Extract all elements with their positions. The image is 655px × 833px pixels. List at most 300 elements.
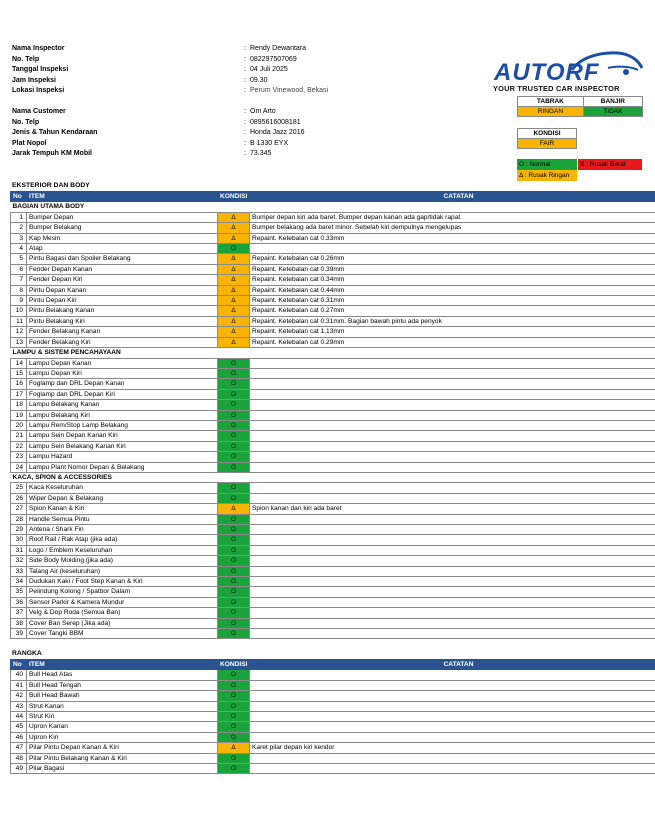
info-label: Tanggal Inspeksi [12,66,69,73]
row-kondisi: O [218,764,250,774]
row-item: Cover Tangki BBM [27,629,218,639]
row-catatan [250,441,655,451]
row-item: Wiper Depan & Belakang [27,493,218,503]
row-kondisi: O [218,493,250,503]
header-item: ITEM [27,192,218,202]
row-item: Lampu Sein Belakang Kanan Kiri [27,441,218,451]
row-item: Bumper Belakang [27,223,218,233]
info-colon: : [244,150,246,157]
banjir-value: TIDAK [583,107,642,117]
table-row [11,701,655,711]
row-catatan: Repaint. Ketebalan cat 0.27mm [250,306,655,316]
row-catatan [250,389,655,399]
row-kondisi: O [218,368,250,378]
row-kondisi: O [218,452,250,462]
row-number: 29 [11,525,27,535]
table-row [11,327,655,337]
row-kondisi: O [218,577,250,587]
row-item: Pilar Pintu Belakang Kanan & Kiri [27,753,218,763]
row-number: 49 [11,764,27,774]
row-catatan: Repaint. Ketebalan cat 0.39mm [250,264,655,274]
row-item: Pintu Depan Kiri [27,296,218,306]
customer-info [12,107,342,160]
table-row [11,223,655,233]
info-label: Jam Inspeksi [12,76,56,84]
row-catatan [250,701,655,711]
table-row [11,732,655,742]
row-catatan [250,618,655,628]
row-item: Fender Belakang Kanan [27,327,218,337]
table-row [11,514,655,524]
table-row [11,556,655,566]
row-catatan: Bumper depan kiri ada baret. Bumper depan kanan ada gap/tidak rapat [250,212,655,222]
info-label: Nama Customer [12,108,66,115]
row-kondisi: O [218,379,250,389]
row-kondisi: O [218,410,250,420]
row-kondisi: Δ [218,275,250,285]
table-row [11,368,655,378]
row-item: Lampu Depan Kanan [27,358,218,368]
row-item: Bumper Depan [27,212,218,222]
row-catatan [250,431,655,441]
row-item: Antena / Shark Fin [27,525,218,535]
row-number: 35 [11,587,27,597]
table-header [11,660,655,670]
table-row [11,337,655,347]
row-number: 40 [11,670,27,680]
info-colon: : [244,76,246,84]
row-kondisi: Δ [218,212,250,222]
row-item: Lampu Sein Depan Kanan Kiri [27,431,218,441]
row-number: 2 [11,223,27,233]
table-row [11,316,655,326]
header-no: No [11,192,27,202]
row-number: 28 [11,514,27,524]
info-row [12,55,342,66]
info-colon: : [244,118,246,126]
row-kondisi: Δ [218,743,250,753]
info-value: Rendy Dewantara [250,45,307,52]
row-kondisi: O [218,732,250,742]
row-kondisi: O [218,389,250,399]
legend-normal: O : Normal [517,159,577,170]
row-item: Strut Kanan [27,701,218,711]
row-catatan [250,535,655,545]
table-row [11,712,655,722]
row-number: 48 [11,753,27,763]
row-item: Pelindung Kolong / Spatbor Dalam [27,587,218,597]
row-kondisi: O [218,722,250,732]
row-catatan [250,712,655,722]
row-kondisi: O [218,358,250,368]
row-item: Kap Mesin [27,233,218,243]
row-kondisi: O [218,545,250,555]
row-catatan [250,514,655,524]
info-row [12,44,342,55]
info-value: Om Arto [250,108,276,115]
table-row [11,535,655,545]
info-value: 082297507069 [250,55,297,63]
row-catatan: Repaint. Ketebalan cat 0.33mm [250,233,655,243]
row-kondisi: Δ [218,296,250,306]
table-row [11,244,655,254]
row-number: 24 [11,462,27,472]
row-number: 45 [11,722,27,732]
row-catatan [250,244,655,254]
row-item: Foglamp dan DRL Depan Kanan [27,379,218,389]
row-item: Sensor Parkir & Kamera Mundur [27,597,218,607]
table-row [11,493,655,503]
row-number: 5 [11,254,27,264]
row-kondisi: O [218,680,250,690]
table-row [11,306,655,316]
info-row [12,86,342,97]
row-item: Lampu Rem/Stop Lamp Belakang [27,420,218,430]
category-row [11,202,655,212]
info-row [12,149,342,160]
info-label: Plat Nopol [12,139,47,147]
header-no: No [11,660,27,670]
row-number: 33 [11,566,27,576]
row-number: 30 [11,535,27,545]
info-colon: : [244,66,246,73]
row-number: 4 [11,244,27,254]
tabrak-value: RINGAN [518,107,584,117]
row-item: Dudukan Kaki / Foot Step Kanan & Kiri [27,577,218,587]
table-row [11,504,655,514]
row-kondisi: O [218,462,250,472]
row-number: 47 [11,743,27,753]
row-kondisi: O [218,441,250,451]
category-title: KACA, SPION & ACCESSORIES [11,472,655,482]
row-catatan [250,379,655,389]
row-item: Bull Head Atas [27,670,218,680]
row-catatan: Repaint. Ketebalan cat 1.13mm [250,327,655,337]
info-row [12,76,342,87]
row-item: Lampu Depan Kiri [27,368,218,378]
row-item: Lampu Belakang Kiri [27,410,218,420]
info-label: Lokasi Inspeksi [12,87,65,94]
row-item: Upron Kanan [27,722,218,732]
table-row [11,629,655,639]
row-kondisi: Δ [218,254,250,264]
legend-rusak-berat: X : Rusak Berat [578,159,642,170]
row-number: 3 [11,233,27,243]
row-catatan [250,732,655,742]
row-number: 36 [11,597,27,607]
row-catatan: Repaint. Ketebalan cat 0.31mm. Bagian bawah pintu ada penyok [250,316,655,326]
info-value: B 1330 EYX [250,139,289,147]
table-row [11,680,655,690]
row-item: Fender Belakang Kiri [27,337,218,347]
row-kondisi: Δ [218,306,250,316]
row-catatan [250,566,655,576]
table-row [11,753,655,763]
row-number: 25 [11,483,27,493]
row-catatan [250,556,655,566]
row-item: Pintu Belakang Kiri [27,316,218,326]
table-row [11,722,655,732]
row-number: 23 [11,452,27,462]
row-catatan [250,691,655,701]
row-catatan: Karet pilar depan kiri kendor [250,743,655,753]
row-kondisi: Δ [218,285,250,295]
row-item: Upron Kiri [27,732,218,742]
table-row [11,743,655,753]
info-value: Honda Jazz 2016 [250,129,305,136]
table-row [11,296,655,306]
table-row [11,254,655,264]
info-colon: : [244,55,246,63]
row-number: 26 [11,493,27,503]
row-catatan: Repaint. Ketebalan cat 0.26mm [250,254,655,264]
row-catatan: Bumper belakang ada baret minor. Sebelah kiri dempulnya mengelupas [250,223,655,233]
row-number: 21 [11,431,27,441]
row-kondisi: O [218,608,250,618]
row-catatan: Repaint. Ketebalan cat 0.44mm [250,285,655,295]
info-label: No. Telp [12,118,40,126]
header-catatan: CATATAN [250,660,655,670]
row-number: 46 [11,732,27,742]
row-item: Fender Depan Kiri [27,275,218,285]
row-item: Pilar Pintu Depan Kanan & Kiri [27,743,218,753]
row-catatan: Repaint. Ketebalan cat 0.34mm [250,275,655,285]
row-item: Kaca Keseluruhan [27,483,218,493]
row-item: Pilar Bagasi [27,764,218,774]
row-item: Roof Rail / Rak Atap (jika ada) [27,535,218,545]
row-item: Foglamp dan DRL Depan Kiri [27,389,218,399]
row-item: Cover Ban Serep (Jika ada) [27,618,218,628]
row-number: 7 [11,275,27,285]
table-row [11,483,655,493]
row-number: 17 [11,389,27,399]
info-value: 04 Juli 2025 [250,66,288,73]
rangka-section-title: RANGKA [12,650,42,657]
row-catatan: Repaint. Ketebalan cat 0.29mm [250,337,655,347]
autorf-logo [490,48,648,96]
row-catatan [250,680,655,690]
row-number: 18 [11,400,27,410]
info-colon: : [244,45,246,52]
row-kondisi: O [218,670,250,680]
row-catatan [250,587,655,597]
row-number: 6 [11,264,27,274]
row-item: Velg & Dop Roda (Semua Ban) [27,608,218,618]
row-number: 8 [11,285,27,295]
info-label: Jenis & Tahun Kendaraan [12,129,98,136]
table-row [11,358,655,368]
row-number: 19 [11,410,27,420]
table-row [11,566,655,576]
info-row [12,107,342,118]
row-kondisi: O [218,597,250,607]
row-kondisi: O [218,514,250,524]
kondisi-label: KONDISI [518,129,577,139]
kondisi-table [517,128,577,149]
row-item: Bull Head Bawah [27,691,218,701]
table-row [11,462,655,472]
row-catatan [250,577,655,587]
row-item: Talang Air (keseluruhan) [27,566,218,576]
info-value: 0895616008181 [250,118,301,126]
info-label: No. Telp [12,55,40,63]
row-number: 16 [11,379,27,389]
row-catatan [250,420,655,430]
row-number: 15 [11,368,27,378]
row-kondisi: O [218,556,250,566]
row-item: Lampu Plant Nomor Depan & Belakang [27,462,218,472]
info-label: Jarak Tempuh KM Mobil [12,150,92,157]
row-catatan [250,400,655,410]
row-catatan [250,452,655,462]
row-number: 43 [11,701,27,711]
row-item: Pintu Belakang Kanan [27,306,218,316]
row-number: 37 [11,608,27,618]
row-number: 12 [11,327,27,337]
header-kondisi: KONDISI [218,660,250,670]
row-item: Side Body Molding (jika ada) [27,556,218,566]
table-row [11,764,655,774]
row-kondisi: Δ [218,264,250,274]
row-catatan [250,462,655,472]
row-kondisi: O [218,753,250,763]
table-row [11,525,655,535]
row-number: 11 [11,316,27,326]
row-kondisi: O [218,587,250,597]
row-kondisi: O [218,701,250,711]
tabrak-label: TABRAK [518,97,584,107]
row-item: Lampu Belakang Kanan [27,400,218,410]
row-catatan [250,608,655,618]
row-catatan [250,358,655,368]
table-row [11,275,655,285]
exterior-table [10,191,655,639]
row-item: Bull Head Tengah [27,680,218,690]
row-kondisi: O [218,400,250,410]
row-number: 42 [11,691,27,701]
row-catatan [250,670,655,680]
info-value: Perum Vinewood, Bekasi [250,87,329,94]
table-row [11,670,655,680]
inspection-info [12,44,342,97]
logo-word: AUTORF [494,59,600,86]
row-catatan [250,493,655,503]
info-colon: : [244,87,246,94]
row-catatan [250,753,655,763]
row-kondisi: O [218,618,250,628]
row-catatan [250,722,655,732]
row-number: 9 [11,296,27,306]
row-number: 27 [11,504,27,514]
table-row [11,379,655,389]
table-row [11,452,655,462]
row-item: Strut Kiri [27,712,218,722]
table-row [11,618,655,628]
row-catatan [250,764,655,774]
category-row [11,348,655,358]
table-header [11,192,655,202]
row-number: 10 [11,306,27,316]
header-item: ITEM [27,660,218,670]
row-number: 20 [11,420,27,430]
table-row [11,597,655,607]
row-kondisi: O [218,535,250,545]
row-item: Lampu Hazard [27,452,218,462]
row-item: Handle Semua Pintu [27,514,218,524]
row-catatan [250,545,655,555]
row-number: 1 [11,212,27,222]
row-item: Spion Kanan & Kiri [27,504,218,514]
info-row [12,65,342,76]
row-item: Logo / Emblem Keseluruhan [27,545,218,555]
row-catatan [250,525,655,535]
row-kondisi: Δ [218,316,250,326]
info-colon: : [244,108,246,115]
row-kondisi: Δ [218,327,250,337]
row-kondisi: Δ [218,233,250,243]
info-row [12,128,342,139]
row-kondisi: O [218,629,250,639]
row-kondisi: O [218,691,250,701]
info-value: 73.345 [250,150,272,157]
info-label: Nama Inspector [12,45,65,52]
row-kondisi: O [218,431,250,441]
table-row [11,431,655,441]
row-catatan: Repaint. Ketebalan cat 0.31mm [250,296,655,306]
row-catatan: Spion kanan dan kiri ada baret [250,504,655,514]
row-kondisi: O [218,566,250,576]
rangka-table [10,659,655,774]
info-row [12,139,342,150]
table-row [11,691,655,701]
logo-tagline: YOUR TRUSTED CAR INSPECTOR [493,84,620,93]
row-number: 38 [11,618,27,628]
kondisi-value: FAIR [518,139,577,149]
row-number: 32 [11,556,27,566]
row-kondisi: Δ [218,337,250,347]
table-row [11,608,655,618]
row-catatan [250,597,655,607]
info-colon: : [244,129,246,136]
row-catatan [250,629,655,639]
table-row [11,212,655,222]
row-item: Pintu Bagasi dan Spoiler Belakang [27,254,218,264]
table-row [11,577,655,587]
table-row [11,233,655,243]
row-kondisi: O [218,244,250,254]
row-kondisi: Δ [218,504,250,514]
table-row [11,264,655,274]
header-catatan: CATATAN [250,192,655,202]
info-colon: : [244,139,246,147]
table-row [11,389,655,399]
row-catatan [250,410,655,420]
table-row [11,400,655,410]
row-item: Pintu Depan Kanan [27,285,218,295]
table-row [11,545,655,555]
info-row [12,118,342,129]
row-number: 13 [11,337,27,347]
row-number: 44 [11,712,27,722]
info-value: 09.30 [250,76,268,84]
row-number: 39 [11,629,27,639]
row-kondisi: O [218,712,250,722]
row-number: 41 [11,680,27,690]
exterior-section-title: EKSTERIOR DAN BODY [12,182,90,189]
table-row [11,441,655,451]
row-catatan [250,483,655,493]
row-kondisi: O [218,483,250,493]
